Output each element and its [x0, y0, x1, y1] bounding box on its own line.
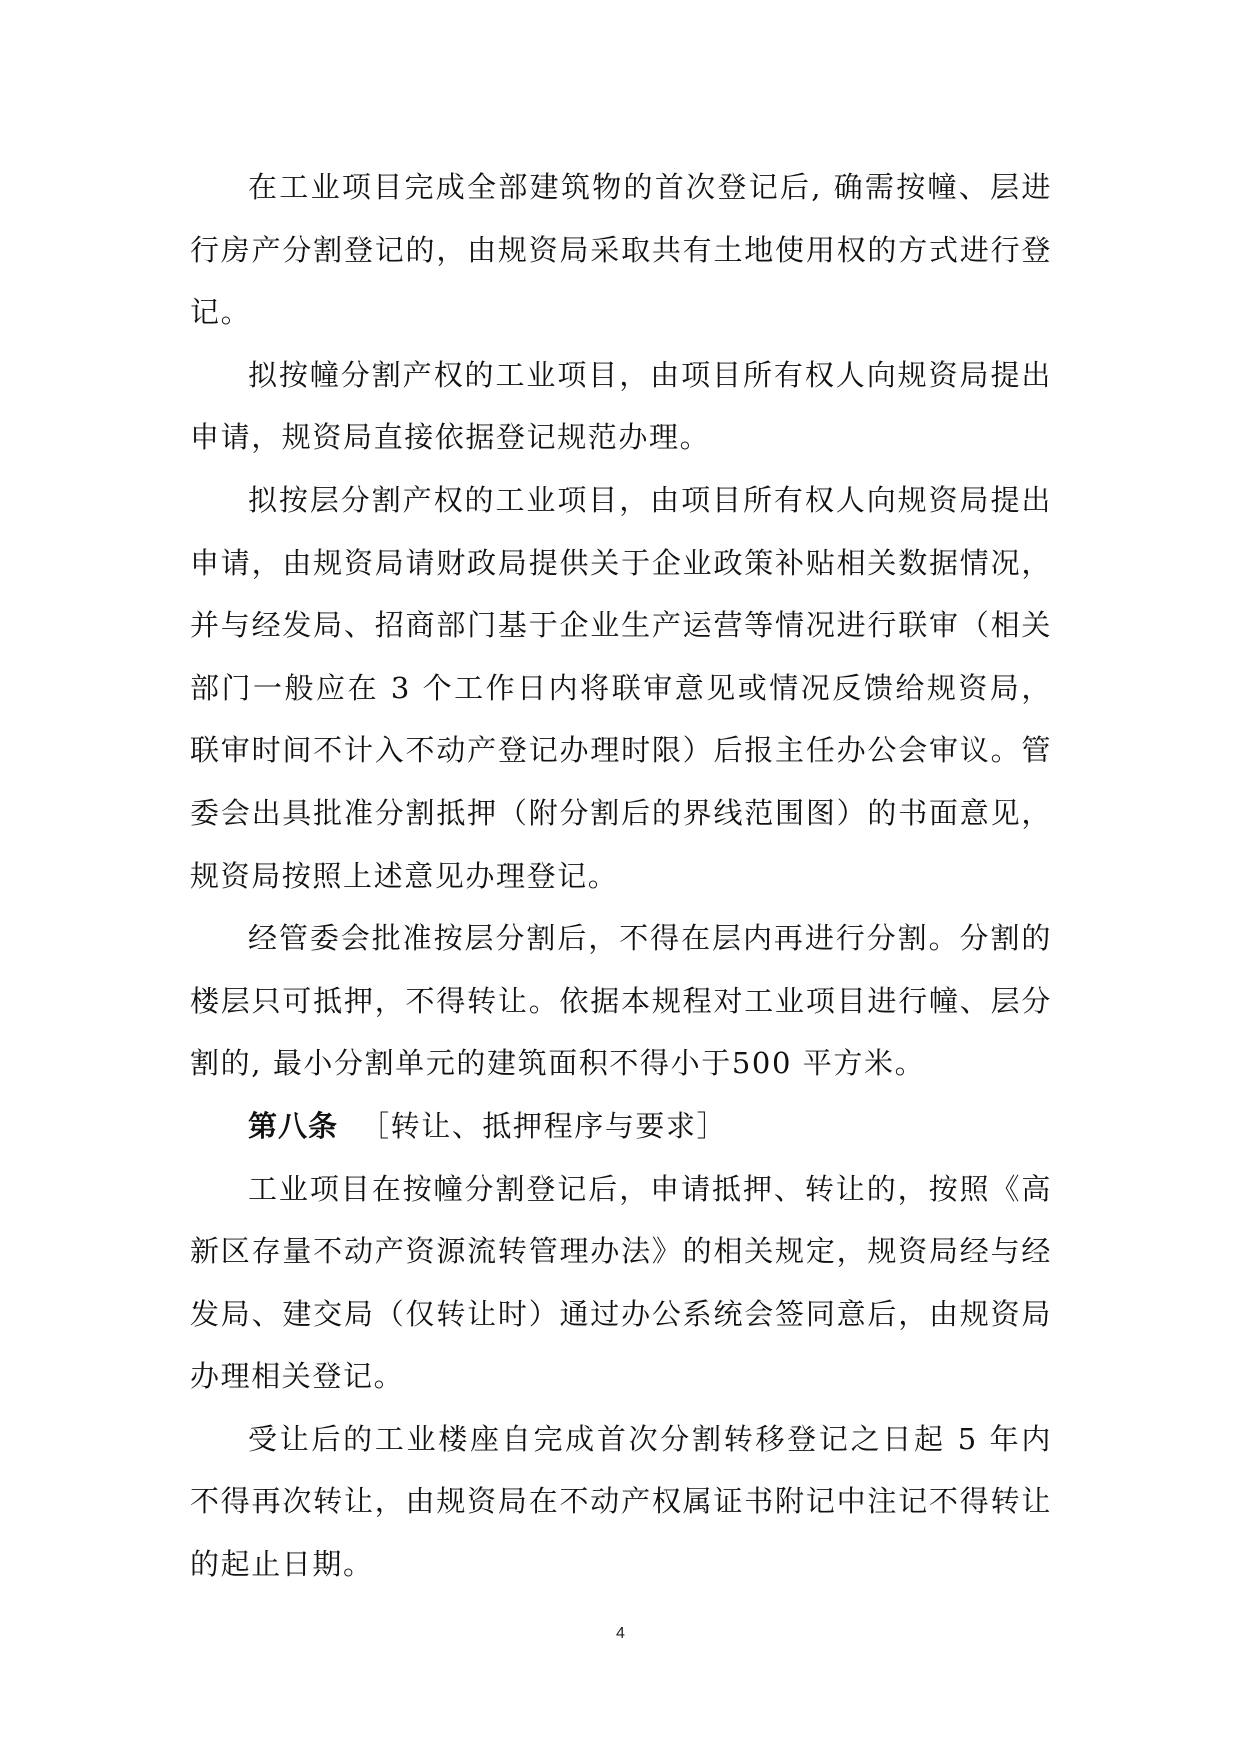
- paragraph-floor-split: 拟按层分割产权的工业项目，由项目所有权人向规资局提出申请，由规资局请财政局提供关于企业政策补贴相关数据情况，并与经发局、招商部门基于企业生产运营等情况进行联审（相关部门一般应在 3 个工作日内将联审意见或情况反馈给规资局，联审时间不计入不动产登记办理时限）后报主任办公会审议。管委会出具批准分割抵押（附分割后的界线范围图）的书面意见，规资局按照上述意见办理登记。: [190, 482, 1052, 893]
- page-number: 4: [616, 1625, 625, 1642]
- paragraph-transfer-restriction: 受让后的工业楼座自完成首次分割转移登记之日起 5 年内不得再次转让，由规资局在不动产权属证书附记中注记不得转让的起止日期。: [190, 1421, 1052, 1582]
- paragraph-building-split: 拟按幢分割产权的工业项目，由项目所有权人向规资局提出申请，规资局直接依据登记规范办理。: [190, 357, 1052, 455]
- article-heading: [190, 1095, 1052, 1158]
- paragraph-transfer-mortgage: 工业项目在按幢分割登记后，申请抵押、转让的，按照《高新区存量不动产资源流转管理办法》的相关规定，规资局经与经发局、建交局（仅转让时）通过办公系统会签同意后，由规资局办理相关登记。: [190, 1171, 1052, 1394]
- article-number: 第八条: [248, 1108, 339, 1143]
- document-body: [190, 156, 1052, 1596]
- article-title: ［转让、抵押程序与要求］: [360, 1108, 728, 1143]
- paragraph-split-registration: 在工业项目完成全部建筑物的首次登记后, 确需按幢、层进行房产分割登记的，由规资局采取共有土地使用权的方式进行登记。: [190, 170, 1052, 330]
- paragraph-split-restrictions: 经管委会批准按层分割后，不得在层内再进行分割。分割的楼层只可抵押，不得转让。依据本规程对工业项目进行幢、层分割的, 最小分割单元的建筑面积不得小于500 平方米。: [190, 921, 1052, 1081]
